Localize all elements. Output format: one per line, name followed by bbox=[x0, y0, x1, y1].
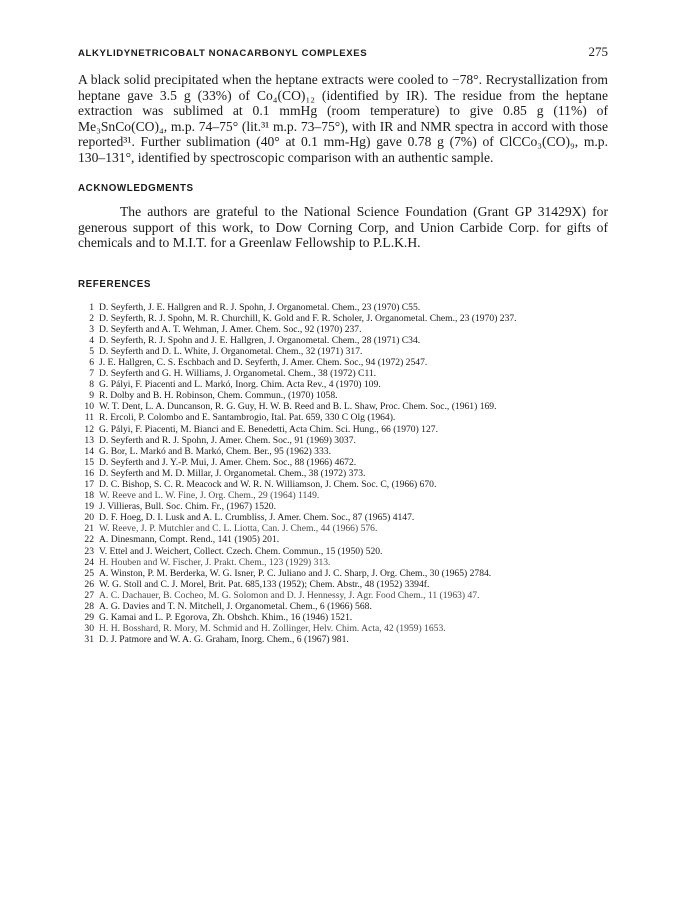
reference-item bbox=[78, 479, 608, 490]
reference-item bbox=[78, 557, 608, 568]
reference-text: R. Dolby and B. H. Robinson, Chem. Commun., (1970) 1058. bbox=[99, 390, 338, 402]
reference-number: 25 bbox=[84, 567, 94, 579]
reference-number: 21 bbox=[84, 523, 94, 535]
reference-text: D. Seyferth and M. D. Millar, J. Organometal. Chem., 38 (1972) 373. bbox=[99, 467, 366, 479]
reference-number: 18 bbox=[84, 490, 94, 502]
reference-text: D. F. Hoeg, D. I. Lusk and A. L. Crumbliss, J. Amer. Chem. Soc., 87 (1965) 4147. bbox=[99, 512, 415, 524]
reference-text: W. T. Dent, L. A. Duncanson, R. G. Guy, H. W. B. Reed and B. L. Shaw, Proc. Chem. Soc., (1961) 169. bbox=[99, 401, 497, 413]
reference-item bbox=[78, 313, 608, 324]
reference-number: 28 bbox=[84, 601, 94, 613]
reference-text: H. H. Bosshard, R. Mory, M. Schmid and H. Zollinger, Helv. Chim. Acta, 42 (1959) 1653. bbox=[99, 623, 446, 635]
reference-text: A. Dinesmann, Compt. Rend., 141 (1905) 201. bbox=[99, 534, 280, 546]
acknowledgments-text: The authors are grateful to the National Science Foundation (Grant GP 31429X) for generous support of this work, to Dow Corning Corp, and Union Carbide Corp. for gifts of chemicals and to M.I.T. for a Greenlaw Fellowship to P.L.K.H. bbox=[78, 204, 608, 250]
reference-text: D. Seyferth and J. Y.-P. Mui, J. Amer. Chem. Soc., 88 (1966) 4672. bbox=[99, 456, 357, 468]
reference-number: 23 bbox=[84, 545, 94, 557]
reference-number: 12 bbox=[84, 423, 94, 435]
reference-item bbox=[78, 346, 608, 357]
reference-item bbox=[78, 534, 608, 545]
reference-text: A. G. Davies and T. N. Mitchell, J. Organometal. Chem., 6 (1966) 568. bbox=[99, 601, 372, 613]
reference-item bbox=[78, 302, 608, 313]
reference-text: V. Ettel and J. Weichert, Collect. Czech. Chem. Commun., 15 (1950) 520. bbox=[99, 545, 383, 557]
reference-number: 14 bbox=[84, 445, 94, 457]
reference-number: 13 bbox=[84, 434, 94, 446]
reference-number: 5 bbox=[89, 345, 94, 357]
reference-item bbox=[78, 324, 608, 335]
reference-item bbox=[78, 435, 608, 446]
reference-text: J. E. Hallgren, C. S. Eschbach and D. Seyferth, J. Amer. Chem. Soc., 94 (1972) 2547. bbox=[99, 356, 428, 368]
reference-item bbox=[78, 501, 608, 512]
reference-number: 7 bbox=[89, 368, 94, 380]
reference-number: 30 bbox=[84, 623, 94, 635]
reference-text: D. Seyferth and G. H. Williams, J. Organometal. Chem., 38 (1972) C11. bbox=[99, 368, 377, 380]
reference-text: W. Reeve and L. W. Fine, J. Org. Chem., 29 (1964) 1149. bbox=[99, 490, 320, 502]
reference-text: W. Reeve, J. P. Mutchler and C. L. Liotta, Can. J. Chem., 44 (1966) 576. bbox=[99, 523, 378, 535]
reference-item bbox=[78, 412, 608, 423]
reference-number: 10 bbox=[84, 401, 94, 413]
reference-text: R. Ercoli, P. Colombo and E. Santambrogio, Ital. Pat. 659, 330 C Olg (1964). bbox=[99, 412, 396, 424]
reference-item bbox=[78, 634, 608, 645]
reference-item bbox=[78, 623, 608, 634]
reference-number: 20 bbox=[84, 512, 94, 524]
reference-number: 11 bbox=[84, 412, 94, 424]
reference-item bbox=[78, 490, 608, 501]
reference-item bbox=[78, 335, 608, 346]
reference-number: 15 bbox=[84, 456, 94, 468]
reference-text: G. Kamai and L. P. Egorova, Zh. Obshch. Khim., 16 (1946) 1521. bbox=[99, 612, 353, 624]
reference-text: A. C. Dachauer, B. Cocheo, M. G. Solomon and D. J. Hennessy, J. Agr. Food Chem., 11 (1963) 47. bbox=[99, 589, 480, 601]
reference-number: 3 bbox=[89, 323, 94, 335]
reference-item bbox=[78, 368, 608, 379]
reference-number: 9 bbox=[89, 390, 94, 402]
reference-text: G. Bor, L. Markó and B. Markó, Chem. Ber., 95 (1962) 333. bbox=[99, 445, 331, 457]
reference-text: H. Houben and W. Fischer, J. Prakt. Chem., 123 (1929) 313. bbox=[99, 556, 331, 568]
reference-item bbox=[78, 568, 608, 579]
experimental-paragraph: A black solid precipitated when the heptane extracts were cooled to −78°. Recrystallization from heptane gave 3.5 g (33%) of Co₄(CO)₁₂ (identified by IR). The residue from the heptane extraction was sublimed at 0.1 mmHg (room temperature) to give 0.85 g (11%) of Me₃SnCo(CO)₄, m.p. 74–75° (lit.³¹ m.p. 73–75°), with IR and NMR spectra in accord with those reported³¹. Further sublimation (40° at 0.1 mm-Hg) gave 0.78 g (7%) of ClCCo₃(CO)₉, m.p. 130–131°, identified by spectroscopic comparison with an authentic sample. bbox=[78, 72, 608, 165]
running-title: ALKYLIDYNETRICOBALT NONACARBONYL COMPLEXES bbox=[78, 48, 368, 59]
reference-item bbox=[78, 468, 608, 479]
reference-text: D. C. Bishop, S. C. R. Meacock and W. R. N. Williamson, J. Chem. Soc. C, (1966) 670. bbox=[99, 479, 437, 490]
reference-number: 27 bbox=[84, 589, 94, 601]
reference-number: 19 bbox=[84, 501, 94, 513]
reference-item bbox=[78, 379, 608, 390]
reference-number: 1 bbox=[89, 301, 94, 313]
reference-item bbox=[78, 390, 608, 401]
reference-text: D. Seyferth and R. J. Spohn, J. Amer. Chem. Soc., 91 (1969) 3037. bbox=[99, 434, 356, 446]
references-heading: REFERENCES bbox=[78, 278, 151, 290]
acknowledgments-heading: ACKNOWLEDGMENTS bbox=[78, 183, 194, 194]
reference-text: W. G. Stoll and C. J. Morel, Brit. Pat. 685,133 (1952); Chem. Abstr., 48 (1952) 3394f. bbox=[99, 578, 430, 590]
page-number: 275 bbox=[588, 44, 608, 59]
reference-item bbox=[78, 590, 608, 601]
reference-text: J. Villieras, Bull. Soc. Chim. Fr., (1967) 1520. bbox=[99, 501, 277, 513]
running-head bbox=[78, 44, 608, 60]
reference-number: 17 bbox=[84, 479, 94, 490]
reference-text: A. Winston, P. M. Berderka, W. G. Isner, P. C. Juliano and J. C. Sharp, J. Org. Chem., 30 (1965) 2784. bbox=[99, 567, 492, 579]
reference-text: D. Seyferth, J. E. Hallgren and R. J. Spohn, J. Organometal. Chem., 23 (1970) C55. bbox=[99, 301, 421, 313]
reference-number: 16 bbox=[84, 467, 94, 479]
reference-number: 22 bbox=[84, 534, 94, 546]
reference-item bbox=[78, 512, 608, 523]
reference-text: D. Seyferth and D. L. White, J. Organometal. Chem., 32 (1971) 317. bbox=[99, 345, 363, 357]
reference-number: 31 bbox=[84, 634, 94, 646]
reference-number: 4 bbox=[89, 334, 94, 346]
reference-text: G. Pályi, F. Piacenti and L. Markó, Inorg. Chim. Acta Rev., 4 (1970) 109. bbox=[99, 379, 381, 391]
reference-list bbox=[78, 302, 608, 646]
reference-number: 8 bbox=[89, 379, 94, 391]
reference-number: 29 bbox=[84, 612, 94, 624]
reference-text: D. Seyferth, R. J. Spohn, M. R. Churchill, K. Gold and F. R. Scholer, J. Organometal. Chem., 23 (1970) 237. bbox=[99, 312, 517, 324]
reference-item bbox=[78, 457, 608, 468]
reference-item bbox=[78, 424, 608, 435]
reference-item bbox=[78, 446, 608, 457]
reference-text: D. Seyferth and A. T. Wehman, J. Amer. Chem. Soc., 92 (1970) 237. bbox=[99, 323, 362, 335]
reference-item bbox=[78, 546, 608, 557]
reference-item bbox=[78, 357, 608, 368]
reference-text: D. Seyferth, R. J. Spohn and J. E. Hallgren, J. Organometal. Chem., 28 (1971) C34. bbox=[99, 334, 421, 346]
reference-item bbox=[78, 601, 608, 612]
reference-item bbox=[78, 579, 608, 590]
reference-item bbox=[78, 401, 608, 412]
reference-number: 26 bbox=[84, 578, 94, 590]
reference-text: G. Pályi, F. Piacenti, M. Bianci and E. Benedetti, Acta Chim. Sci. Hung., 66 (1970) 127. bbox=[99, 423, 438, 435]
reference-number: 2 bbox=[89, 312, 94, 324]
reference-item bbox=[78, 523, 608, 534]
reference-number: 24 bbox=[84, 556, 94, 568]
reference-text: D. J. Patmore and W. A. G. Graham, Inorg. Chem., 6 (1967) 981. bbox=[99, 634, 349, 646]
journal-page bbox=[78, 44, 608, 645]
reference-item bbox=[78, 612, 608, 623]
reference-number: 6 bbox=[89, 356, 94, 368]
